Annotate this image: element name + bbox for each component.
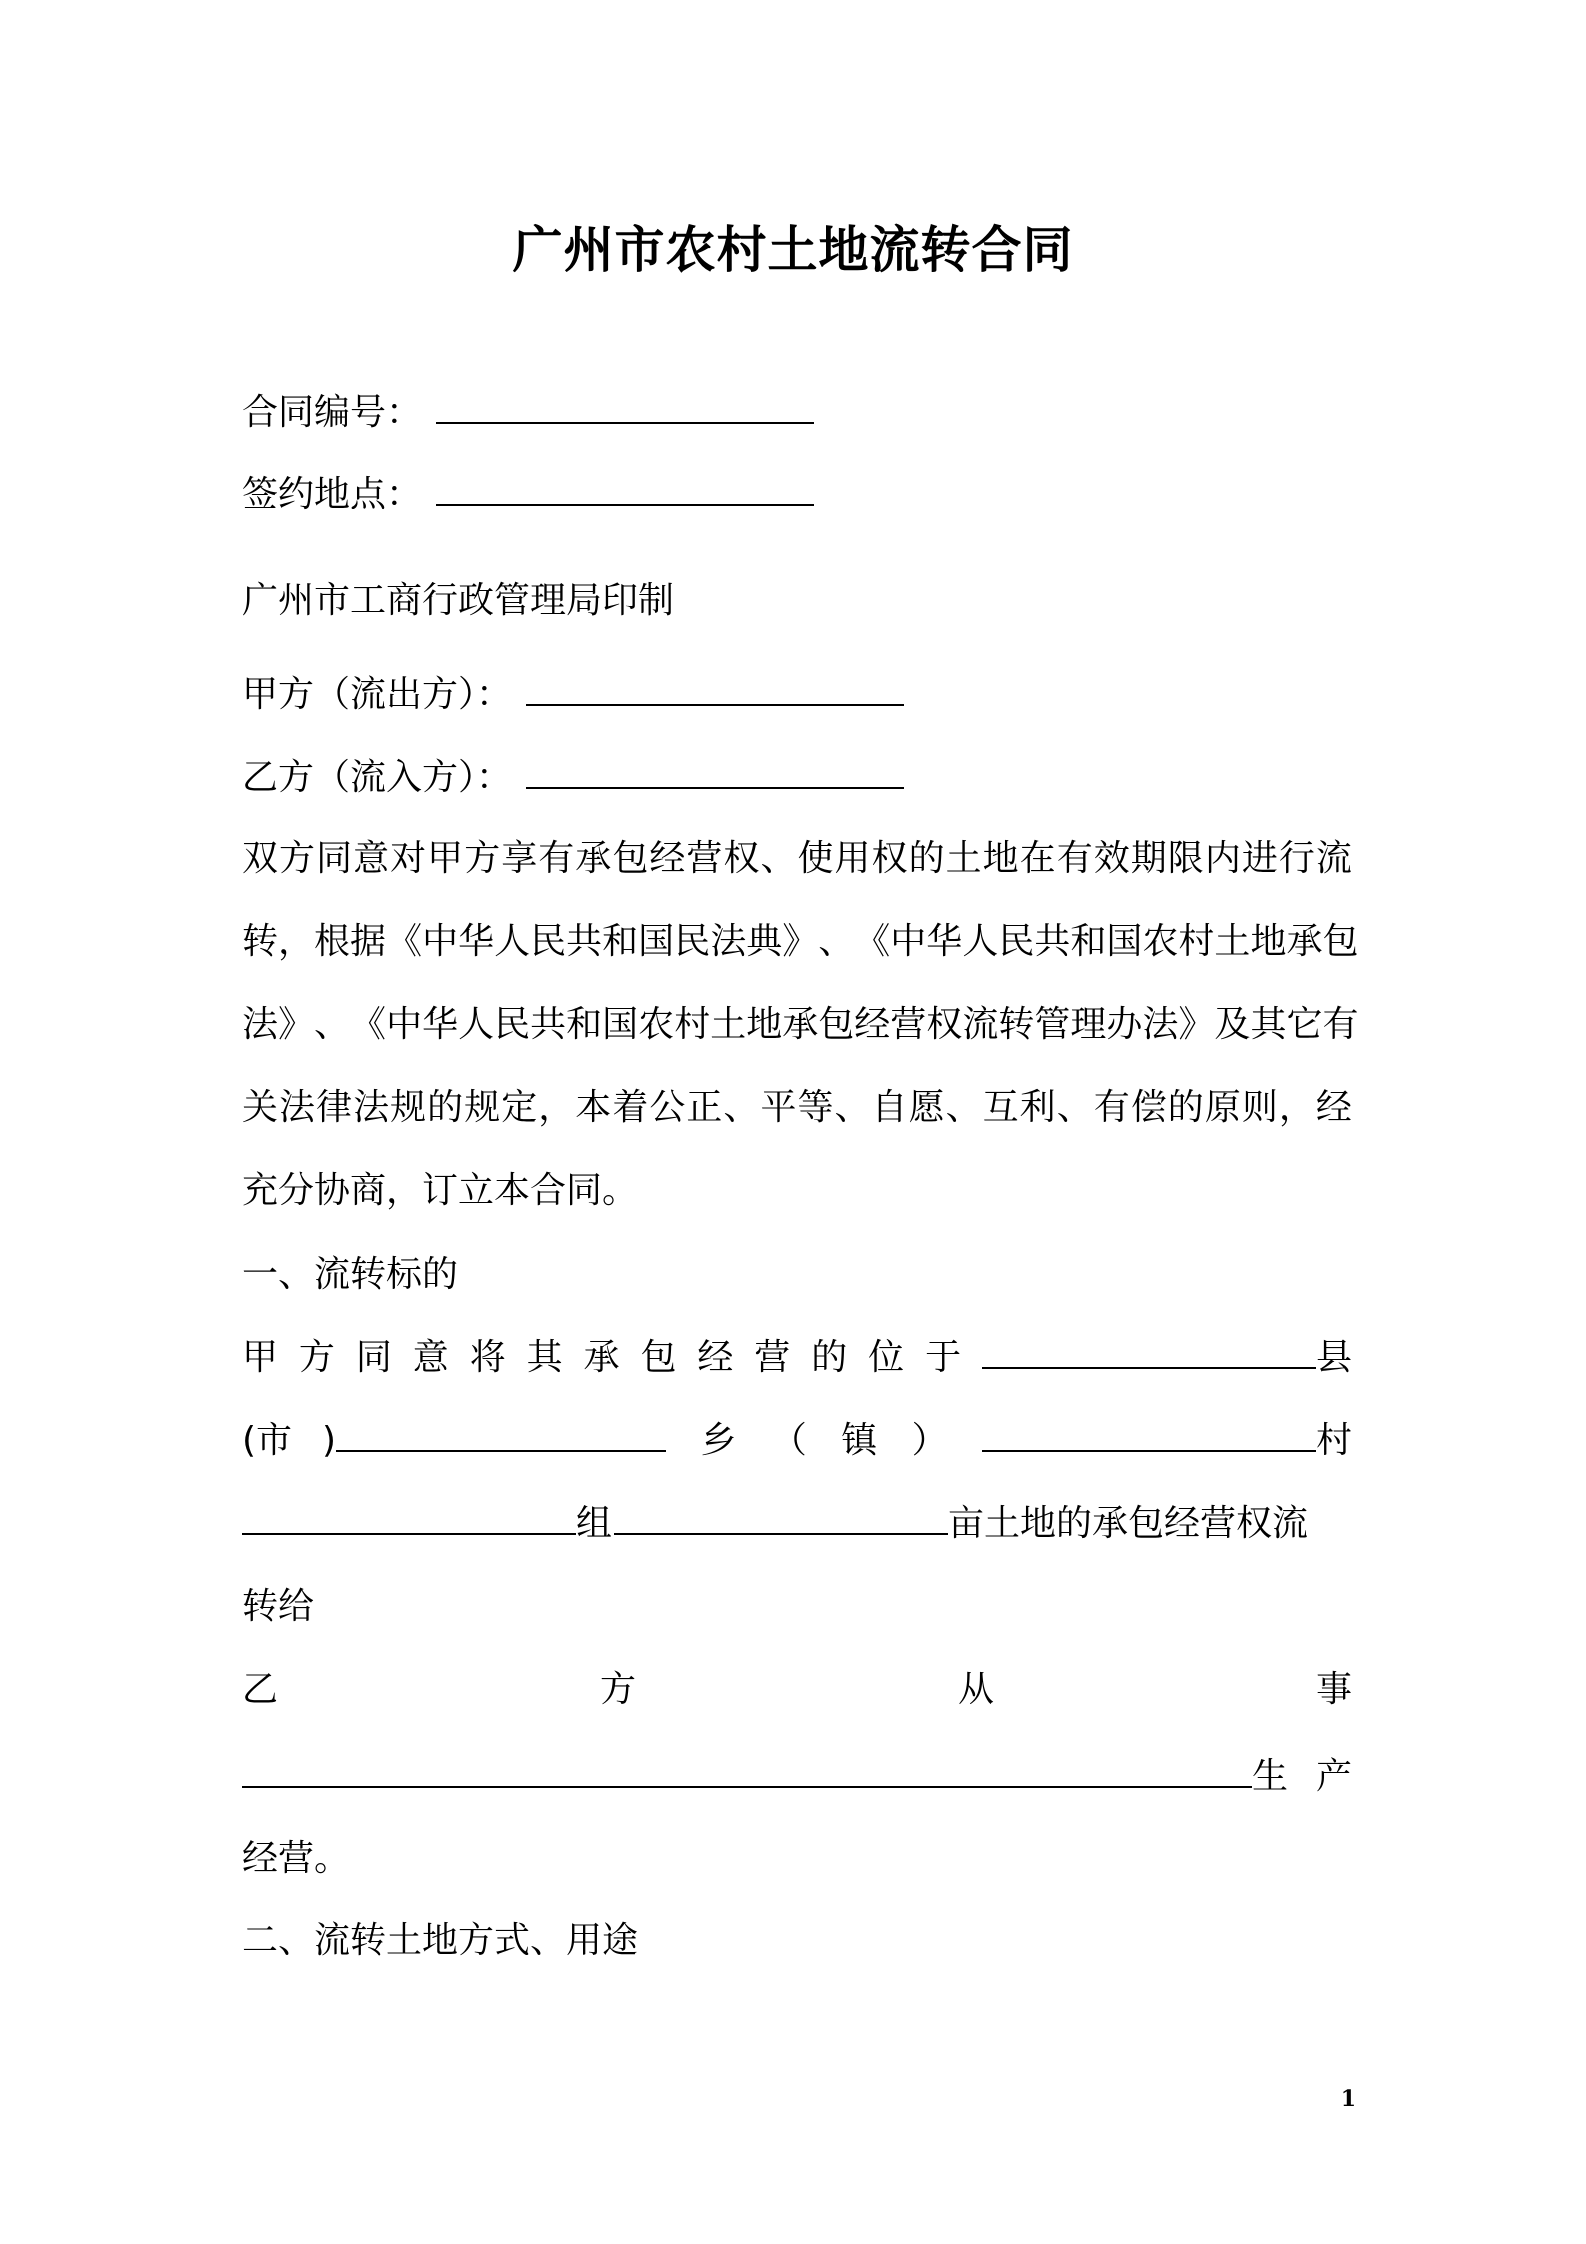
city-open: (市: [242, 1420, 293, 1461]
operation-text: 经营。: [242, 1838, 351, 1879]
contract-number-blank[interactable]: [436, 392, 814, 424]
township-char: 镇: [841, 1420, 878, 1461]
s1-char: 位: [868, 1337, 905, 1378]
intro-line: 关 法 律 法 规 的 规 定 ， 本 着 公 正 、 平 等 、 自 愿 、 互 利 、 有 偿 的 原 则 ， 经: [242, 1087, 1352, 1128]
contract-number-label: 合同编号：: [242, 392, 423, 433]
production-char: 产: [1315, 1756, 1352, 1797]
party-b-engage-line: [242, 1669, 1352, 1711]
section2-heading: 二、流转土地方式、用途: [242, 1920, 639, 1961]
mu-text: 亩土地的承包经营权流: [948, 1503, 1309, 1544]
s1-char: 方: [298, 1337, 335, 1378]
s1-char: 承: [583, 1337, 620, 1378]
township-char: ）: [911, 1420, 948, 1461]
city-close: ): [322, 1420, 337, 1461]
party-a-label: 甲方（流出方）：: [242, 674, 513, 715]
township-char: （: [770, 1420, 807, 1461]
location-line-3: [242, 1503, 1352, 1545]
s1-char: 经: [697, 1337, 734, 1378]
engage-char: 方: [599, 1669, 636, 1710]
engage-char: 事: [1315, 1669, 1352, 1710]
village-label: 村: [1315, 1420, 1352, 1461]
group-label: 组: [576, 1503, 613, 1544]
intro-line: 充分协商，订立本合同。: [242, 1170, 639, 1211]
page-number: 1: [1340, 2086, 1356, 2112]
party-b-row: [242, 757, 1352, 799]
production-char: 生: [1252, 1756, 1289, 1797]
production-blank[interactable]: [242, 1756, 1252, 1788]
s1-char: 于: [925, 1337, 962, 1378]
intro-line: 转 ， 根 据 《 中 华 人 民 共 和 国 民 法 典 》 、 《 中 华 人 民 共 和 国 农 村 土 地 承 包: [242, 921, 1359, 962]
county-blank[interactable]: [982, 1337, 1316, 1369]
township-char: 乡: [700, 1420, 737, 1461]
s1-char: 同: [355, 1337, 392, 1378]
production-line: [242, 1756, 1352, 1798]
city-blank[interactable]: [336, 1420, 666, 1452]
township-blank[interactable]: [982, 1420, 1316, 1452]
area-blank[interactable]: [614, 1503, 948, 1535]
party-a-row: [242, 674, 1352, 716]
county-label: 县: [1315, 1337, 1352, 1378]
contract-number-row: [242, 392, 1352, 434]
sign-place-label: 签约地点：: [242, 474, 423, 515]
section1-heading: 一、流转标的: [242, 1254, 459, 1295]
transfer-to: 转给: [242, 1586, 315, 1627]
intro-line: 法 》 、 《 中 华 人 民 共 和 国 农 村 土 地 承 包 经 营 权 流 转 管 理 办 法 》 及 其 它 有: [242, 1004, 1359, 1045]
party-a-blank[interactable]: [526, 674, 904, 706]
s1-char: 营: [754, 1337, 791, 1378]
intro-line: 双 方 同 意 对 甲 方 享 有 承 包 经 营 权 、 使 用 权 的 土 地 在 有 效 期 限 内 进 行 流: [242, 838, 1352, 879]
party-b-label: 乙方（流入方）：: [242, 757, 513, 798]
sign-place-row: [242, 474, 1352, 516]
s1-char: 包: [640, 1337, 677, 1378]
village-blank[interactable]: [242, 1503, 576, 1535]
location-line-2: [242, 1420, 1352, 1462]
s1-char: 的: [811, 1337, 848, 1378]
party-b-blank[interactable]: [526, 757, 904, 789]
s1-char: 其: [526, 1337, 563, 1378]
engage-char: 乙: [242, 1669, 279, 1710]
s1-char: 甲: [242, 1337, 279, 1378]
s1-char: 意: [412, 1337, 449, 1378]
location-line-1: [242, 1337, 1352, 1379]
engage-char: 从: [957, 1669, 994, 1710]
printer-note: 广州市工商行政管理局印制: [242, 580, 675, 621]
s1-char: 将: [469, 1337, 506, 1378]
document-title: 广州市农村土地流转合同: [512, 221, 1074, 279]
sign-place-blank[interactable]: [436, 474, 814, 506]
